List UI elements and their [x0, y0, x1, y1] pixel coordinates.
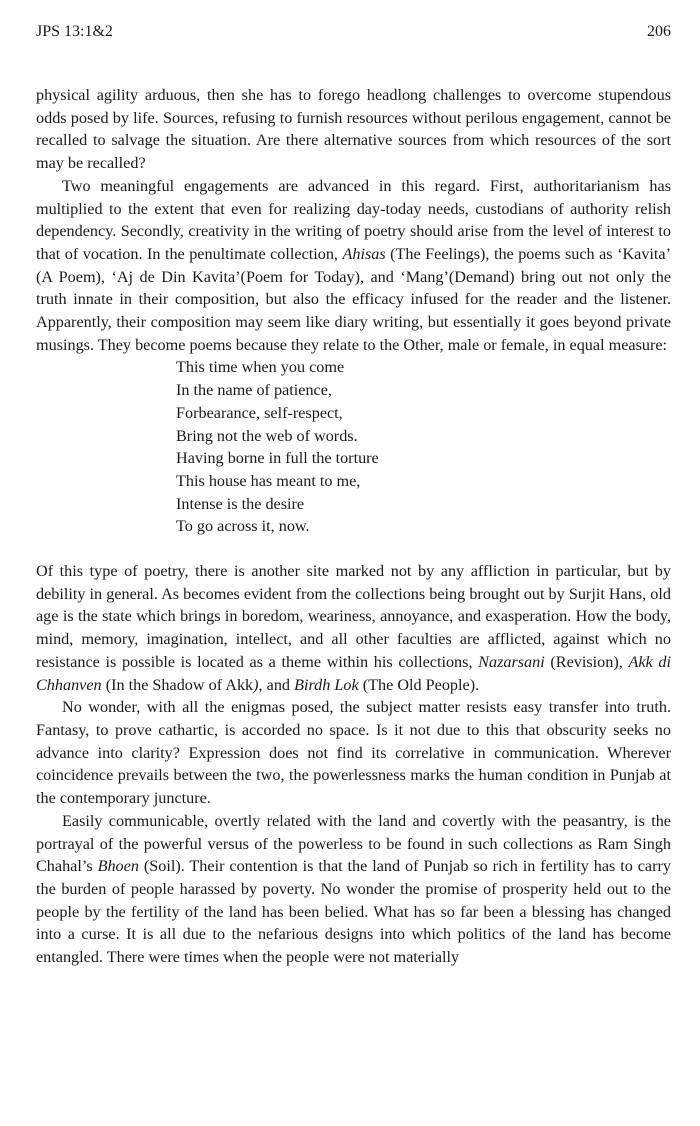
book-title-ahisas: Ahisas: [342, 244, 386, 263]
paragraph-text: Two meaningful engagements are advanced in this regard. First, authoritarianism has multiplied to the extent that even for realizing day-today needs, custodians of authority relish dependency. Secondly, creativity in the writing of poetry should arise from the level of interest to that of vocation. In the penultimate collection,: [36, 176, 671, 263]
paragraph-land: [36, 810, 671, 969]
paragraph-text: (The Old People).: [358, 675, 480, 694]
running-header: [36, 22, 671, 42]
book-title-bhoen: Bhoen: [97, 857, 139, 876]
paragraph-text: ): [253, 675, 259, 694]
paragraph-continued: physical agility arduous, then she has to forego headlong challenges to overcome stupendous odds posed by life. Sources, refusing to furnish resources without perilous engagement, cannot be recalled to salvage the situation. Are there alternative sources from which resources of the sort may be recalled?: [36, 86, 671, 173]
paragraph-enigmas: No wonder, with all the enigmas posed, the subject matter resists easy transfer into truth. Fantasy, to prove cathartic, is accorded no space. Is it not due to this that obscurity seeks no advance into clarity? Expression does not find its correlative in communication. Wherever coincidence prevails between the two, the powerlessness marks the human condition in Punjab at the contemporary juncture.: [36, 698, 671, 808]
poem-line: In the name of patience,: [176, 381, 332, 400]
poem-line: This house has meant to me,: [176, 471, 361, 490]
journal-citation: JPS 13:1&2: [36, 23, 113, 40]
paragraph-text: (Soil). Their contention is that the land of Punjab so rich in fertility has to carry the burden of people harassed by poverty. No wonder the promise of prosperity held out to the people by the fertility of the land has been belied. What has so far been a blessing has changed into a curse. It is all due to the nefarious designs into which politics of the land has become entangled. There were times when the people were not materially: [36, 857, 671, 967]
paragraph-text: Of this type of poetry, there is another site marked not by any affliction in particular, but by debility in general. As becomes evident from the collections being brought out by Surjit Hans, old age is the state which brings in boredom, weariness, annoyance, and exasperation. How the body, mind, memory, imagination, intellect, and all other faculties are afflicted, against which no resistance is possible is located as a theme within his collections,: [36, 562, 671, 671]
poem-line: To go across it, now.: [176, 517, 310, 536]
book-title-nazarsani: Nazarsani: [478, 652, 545, 671]
paragraph-text: (In the Shadow of Akk: [101, 675, 254, 694]
paragraph-old-age: [36, 560, 671, 696]
paragraph-text: Easily communicable, overtly related with the land and covertly with the peasantry, is the portrayal of the powerful versus of the powerless to be found in such collections as Ram Singh Chahal’s: [36, 811, 671, 876]
page-number: 206: [647, 23, 671, 40]
poem-line: Forbearance, self-respect,: [176, 403, 343, 422]
poem-line: This time when you come: [176, 358, 345, 377]
poem-line: Having borne in full the torture: [176, 449, 379, 468]
poem-quotation: [36, 356, 671, 538]
book-title-birdh-lok: Birdh Lok: [294, 675, 359, 694]
paragraph-engagements: [36, 175, 671, 357]
paragraph-text: , and: [258, 675, 295, 694]
poem-line: Intense is the desire: [176, 494, 305, 513]
book-title-akk: Akk di Chhanven: [36, 652, 671, 694]
paragraph-text: (The Feelings), the poems such as ‘Kavita’ (A Poem), ‘Aj de Din Kavita’(Poem for Today), and ‘Mang’(Demand) bring out not only the truth innate in their composition, but also the efficacy infused for the reader and the listener. Apparently, their composition may seem like diary writing, but essentially it goes beyond private musings. They become poems because they relate to the Other, male or female, in equal measure:: [36, 244, 671, 354]
article-body: [36, 84, 671, 969]
paragraph-text: (Revision),: [544, 652, 629, 671]
poem-line: Bring not the web of words.: [176, 426, 358, 445]
